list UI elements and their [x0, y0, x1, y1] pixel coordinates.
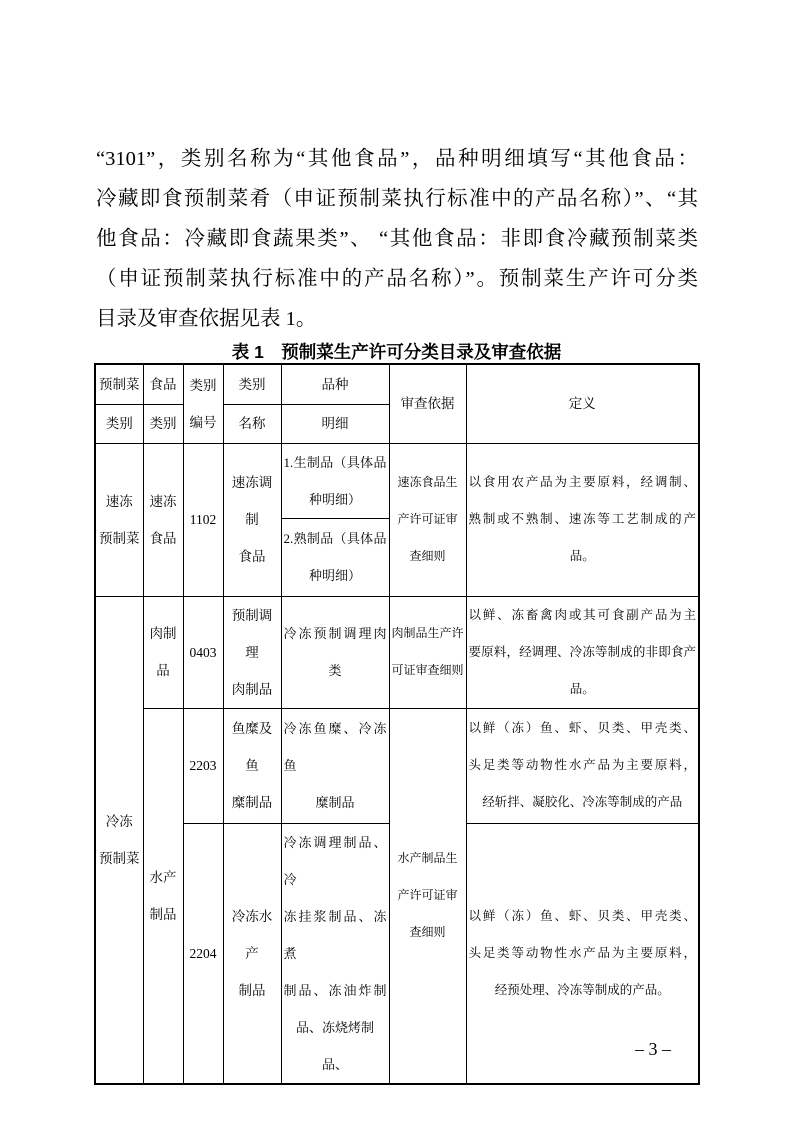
header-variety-line1: 品种	[281, 364, 389, 404]
cell-variety-cooked-products: 2.熟制品（具体品 种明细）	[281, 518, 389, 596]
header-variety-line2: 明细	[281, 404, 389, 443]
cell-name-prepared-meat: 预制调理 肉制品	[223, 596, 281, 708]
header-food-category-line2: 类别	[143, 404, 183, 443]
cell-variety-raw-products: 1.生制品（具体品 种明细）	[281, 443, 389, 518]
cell-definition-surimi: 以鲜（冻）鱼、虾、贝类、甲壳类、 头足类等动物性水产品为主要原料， 经斩拌、凝胶化、冷冻等制成的产品	[466, 708, 699, 823]
row-1102-a	[95, 443, 699, 518]
header-row-1	[95, 364, 699, 404]
cell-code-1102: 1102	[183, 443, 223, 596]
header-review-basis: 审查依据	[389, 364, 466, 443]
header-category-line2: 类别	[95, 404, 143, 443]
cell-basis-aquatic-rules: 水产制品生 产许可证审 查细则	[389, 708, 466, 1084]
cell-definition-meat: 以鲜、冻畜禽肉或其可食副产品为主 要原料，经调理、冷冻等制成的非即食产 品。	[466, 596, 699, 708]
header-category-line1: 预制菜	[95, 364, 143, 404]
cell-food-category-quickfrozen-food: 速冻 食品	[143, 443, 183, 596]
header-food-category-line1: 食品	[143, 364, 183, 404]
cell-name-frozen-aquatic: 冷冻水产 制品	[223, 823, 281, 1084]
header-category-code: 类别 编号	[183, 364, 223, 443]
cell-food-category-aquatic: 水产 制品	[143, 708, 183, 1084]
cell-definition-frozen-aquatic: 以鲜（冻）鱼、虾、贝类、甲壳类、 头足类等动物性水产品为主要原料， 经预处理、冷冻等制成的产品。	[466, 823, 699, 1084]
row-2203	[95, 708, 699, 823]
cell-category-frozen: 冷冻 预制菜	[95, 596, 143, 1084]
cell-category-quickfrozen: 速冻 预制菜	[95, 443, 143, 596]
cell-code-2204: 2204	[183, 823, 223, 1084]
cell-basis-quickfrozen-rules: 速冻食品生 产许可证审 查细则	[389, 443, 466, 596]
header-category-name-line2: 名称	[223, 404, 281, 443]
header-category-name-line1: 类别	[223, 364, 281, 404]
cell-variety-frozen-meat: 冷冻预制调理肉 类	[281, 596, 389, 708]
header-definition: 定义	[466, 364, 699, 443]
cell-variety-surimi: 冷冻鱼糜、冷冻鱼 糜制品	[281, 708, 389, 823]
cell-name-quickfrozen-prepared-food: 速冻调制 食品	[223, 443, 281, 596]
cell-code-2203: 2203	[183, 708, 223, 823]
intro-paragraph: “3101”，类别名称为“其他食品”，品种明细填写“其他食品： 冷藏即食预制菜肴（申证预制菜执行标准中的产品名称）”、“其 他食品：冷藏即食蔬果类”、 “其他食品：非即食冷藏预制菜类 （申证预制菜执行标准中的产品名称）”。预制菜生产许可分类 目录及审查依据见表 1。	[96, 148, 698, 330]
cell-variety-frozen-aquatic: 冷冻调理制品、冷 冻挂浆制品、冻煮 制品、冻油炸制 品、冻烧烤制品、	[281, 823, 389, 1084]
page-number: – 3 –	[635, 1039, 671, 1059]
row-0403	[95, 596, 699, 708]
cell-code-0403: 0403	[183, 596, 223, 708]
table-caption: 表 1 预制菜生产许可分类目录及审查依据	[231, 342, 562, 362]
cell-definition-quickfrozen: 以食用农产品为主要原料，经调制、 熟制或不熟制、速冻等工艺制成的产 品。	[466, 443, 699, 596]
license-table	[94, 363, 700, 1085]
cell-basis-meat-rules: 肉制品生产许 可证审查细则	[389, 596, 466, 708]
cell-name-surimi: 鱼糜及鱼 糜制品	[223, 708, 281, 823]
license-table-wrapper	[94, 363, 700, 1085]
cell-food-category-meat: 肉制 品	[143, 596, 183, 708]
